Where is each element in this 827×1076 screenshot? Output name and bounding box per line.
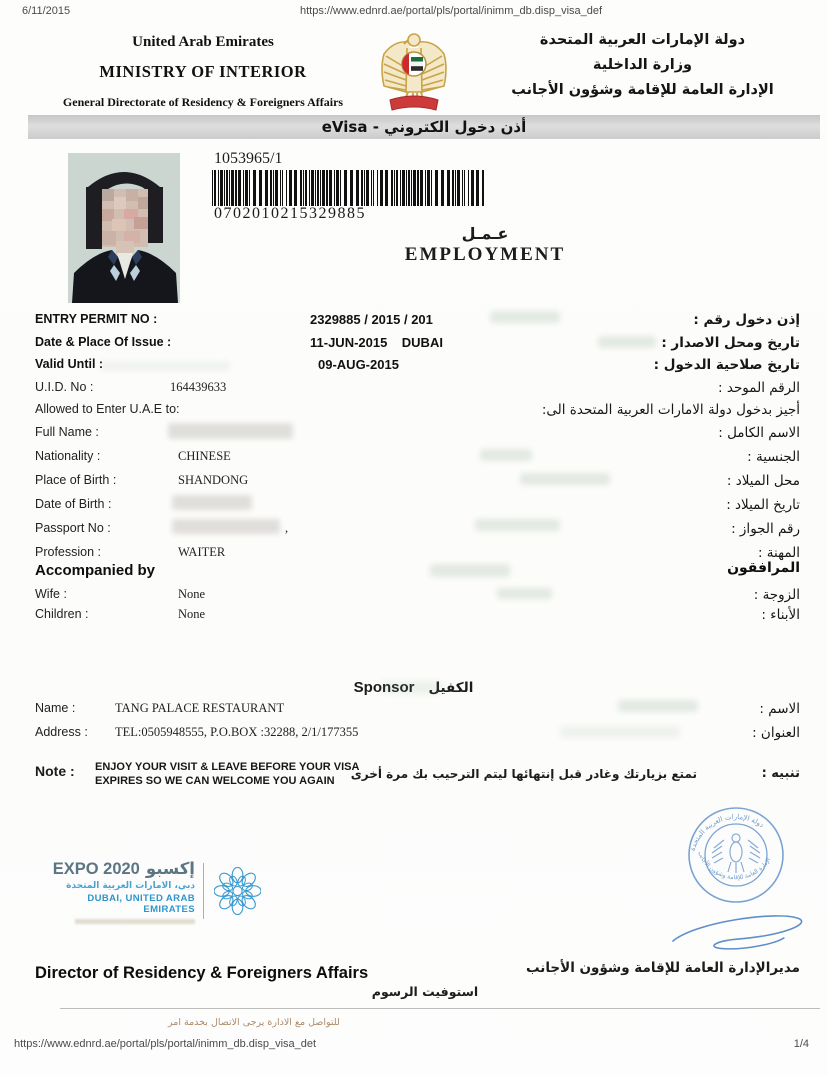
field-label-ar: الجنسية : — [747, 449, 800, 465]
field-label: ENTRY PERMIT NO : — [35, 312, 158, 326]
expo-title-en: EXPO 2020 — [52, 859, 140, 878]
field-label: Children : — [35, 607, 89, 621]
evisa-banner — [28, 115, 820, 139]
sponsor-title-ar: الكفيل — [428, 680, 474, 696]
visa-type-arabic: عـمـل — [461, 224, 509, 243]
field-label-ar: رقم الجواز : — [731, 521, 800, 537]
scan-artifact — [560, 726, 680, 738]
field-label: Place of Birth : — [35, 473, 117, 487]
fees-collected-ar: استوفيت الرسوم — [371, 984, 479, 999]
accompanied-by-heading: Accompanied by — [35, 562, 156, 579]
field-label: Full Name : — [35, 425, 99, 439]
field-label: Date of Birth : — [35, 497, 112, 511]
file-number: 1053965/1 — [214, 150, 283, 167]
field-value: None — [178, 607, 206, 621]
field-row-full-name — [0, 425, 827, 443]
field-label-ar: العنوان : — [752, 725, 800, 741]
field-row-birthplace — [0, 473, 827, 491]
print-date: 6/11/2015 — [22, 5, 71, 17]
scan-artifact — [480, 449, 532, 461]
scan-artifact — [520, 473, 610, 485]
footer-divider — [60, 1008, 820, 1009]
sponsor-title-en: Sponsor — [353, 679, 415, 696]
field-label: Nationality : — [35, 449, 101, 463]
sponsor-row-name — [0, 701, 827, 719]
redacted-value — [168, 423, 293, 439]
visa-type-english: EMPLOYMENT — [404, 244, 566, 265]
scan-artifact — [430, 564, 510, 577]
field-label-ar: الزوجة : — [753, 587, 800, 603]
expo-title-ar: إكسبو — [145, 858, 195, 878]
field-value: TEL:0505948555, P.O.BOX :32288, 2/1/177355 — [115, 725, 359, 739]
field-row-wife — [0, 587, 827, 605]
print-header-url: https://www.ednrd.ae/portal/pls/portal/inimm_db.disp_visa_def — [300, 5, 603, 17]
field-value: CHINESE — [178, 449, 231, 463]
field-label-ar: المهنة : — [757, 545, 800, 561]
field-row-nationality — [0, 449, 827, 467]
field-value-mark: , — [285, 521, 289, 535]
field-label: Profession : — [35, 545, 102, 559]
uae-falcon-emblem-icon — [376, 28, 452, 121]
field-label-ar: الاسم الكامل : — [718, 425, 800, 441]
note-text-en — [95, 761, 375, 788]
scan-artifact — [618, 700, 698, 712]
scan-artifact — [382, 681, 442, 694]
field-label: Name : — [35, 701, 76, 715]
field-row-birthdate — [0, 497, 827, 515]
seal-text-top: دولة الإمارات العربية المتحدة — [688, 812, 766, 852]
scan-artifact — [100, 361, 230, 371]
note-text-ar: تمتع بزيارتك وغادر قبل إنتهائها ليتم الترحيب بك مرة أخرى — [350, 767, 697, 781]
expo-subtitle-en: DUBAI, UNITED ARAB EMIRATES — [87, 892, 195, 915]
note-line1: ENJOY YOUR VISIT & LEAVE BEFORE YOUR VISA — [95, 761, 360, 773]
field-label: Allowed to Enter U.A.E to: — [35, 402, 180, 416]
country-name-ar: دولة الإمارات العربية المتحدة — [539, 32, 746, 48]
field-row-children — [0, 607, 827, 625]
expo-divider — [203, 863, 204, 919]
scan-artifact — [490, 311, 560, 323]
field-value: 164439633 — [170, 380, 227, 394]
field-label: Passport No : — [35, 521, 111, 535]
field-row-passport — [0, 521, 827, 539]
field-label-ar: تاريخ ومحل الاصدار : — [661, 335, 800, 351]
sponsor-row-address — [0, 725, 827, 743]
seal-text-bottom: الإدارة العامة للإقامة وشؤون الأجانب — [696, 850, 773, 882]
field-label: U.I.D. No : — [35, 380, 94, 394]
field-label: Address : — [35, 725, 88, 739]
field-label-ar: الرقم الموحد : — [718, 380, 800, 396]
field-label-ar: تاريخ الميلاد : — [726, 497, 800, 513]
expo-text-block — [46, 859, 195, 924]
field-label: Valid Until : — [35, 357, 104, 371]
svg-text:دولة الإمارات العربية المتحدة — [689, 813, 766, 852]
applicant-photo — [68, 153, 180, 303]
ministry-name: MINISTRY OF INTERIOR — [99, 62, 307, 81]
field-label-ar: الأبناء : — [761, 607, 800, 623]
field-row-issue — [0, 335, 827, 353]
field-row-profession — [0, 545, 827, 563]
official-seal-stamp — [681, 800, 791, 910]
letterhead-english — [18, 34, 388, 110]
field-value: 09-AUG-2015 — [318, 357, 399, 372]
redacted-value — [172, 519, 280, 534]
svg-text:الإدارة العامة للإقامة وشؤون ا — [696, 850, 772, 881]
print-footer-url: https://www.ednrd.ae/portal/pls/portal/inimm_db.disp_visa_det — [14, 1038, 317, 1050]
field-label-ar: الاسم : — [759, 701, 800, 717]
field-value: 2329885 / 2015 / 201 — [310, 312, 433, 327]
note-label-ar: تنبيه : — [761, 766, 800, 781]
ministry-name-ar: وزارة الداخلية — [592, 57, 693, 73]
expo-rosette-icon — [214, 867, 261, 915]
redacted-value — [172, 495, 252, 510]
letterhead-arabic — [470, 32, 815, 107]
directorate-name: General Directorate of Residency & Foreigners Affairs — [62, 95, 344, 109]
field-row-entry-permit — [0, 312, 827, 330]
field-value: WAITER — [178, 545, 226, 559]
barcode-number: 0702010215329885 — [214, 205, 366, 222]
note-label: Note : — [35, 763, 75, 779]
evisa-banner-title: أذن دخول الكتروني - eVisa — [321, 118, 527, 136]
field-label: Date & Place Of Issue : — [35, 335, 172, 349]
field-value: None — [178, 587, 206, 601]
field-label-ar: أجيز بدخول دولة الامارات العربية المتحدة الى: — [541, 402, 800, 418]
field-value: 11-JUN-2015 DUBAI — [310, 335, 443, 350]
contact-note-ar: للتواصل مع الادارة يرجى الاتصال بخدمة امر — [168, 1017, 340, 1028]
field-label: Wife : — [35, 587, 67, 601]
expo-faint-line — [75, 919, 195, 924]
expo-subtitle-ar: دبي، الامارات العربية المتحدة — [66, 880, 195, 891]
field-value: TANG PALACE RESTAURANT — [115, 701, 285, 715]
field-label-ar: تاريخ صلاحية الدخول : — [653, 357, 800, 373]
accompanied-by-heading-ar: المرافقون — [727, 560, 800, 576]
directorate-name-ar: الإدارة العامة للإقامة وشؤون الأجانب — [511, 82, 774, 98]
director-title-en: Director of Residency & Foreigners Affairs — [35, 964, 369, 982]
country-name: United Arab Emirates — [132, 34, 274, 50]
page-number: 1/4 — [793, 1038, 809, 1050]
scan-artifact — [475, 519, 560, 531]
scan-artifact — [497, 588, 552, 599]
field-value: SHANDONG — [178, 473, 249, 487]
signature — [663, 904, 815, 958]
expo-2020-logo — [46, 851, 261, 931]
note-line2: EXPIRES SO WE CAN WELCOME YOU AGAIN — [95, 774, 335, 787]
director-title-ar: مديرالإدارة العامة للإقامة وشؤون الأجانب — [526, 960, 800, 976]
field-label-ar: محل الميلاد : — [726, 473, 800, 489]
field-row-allowed — [0, 402, 827, 420]
scan-artifact — [598, 336, 656, 348]
field-label-ar: إذن دخول رقم : — [693, 312, 800, 328]
barcode — [212, 170, 585, 206]
field-row-uid — [0, 380, 827, 398]
